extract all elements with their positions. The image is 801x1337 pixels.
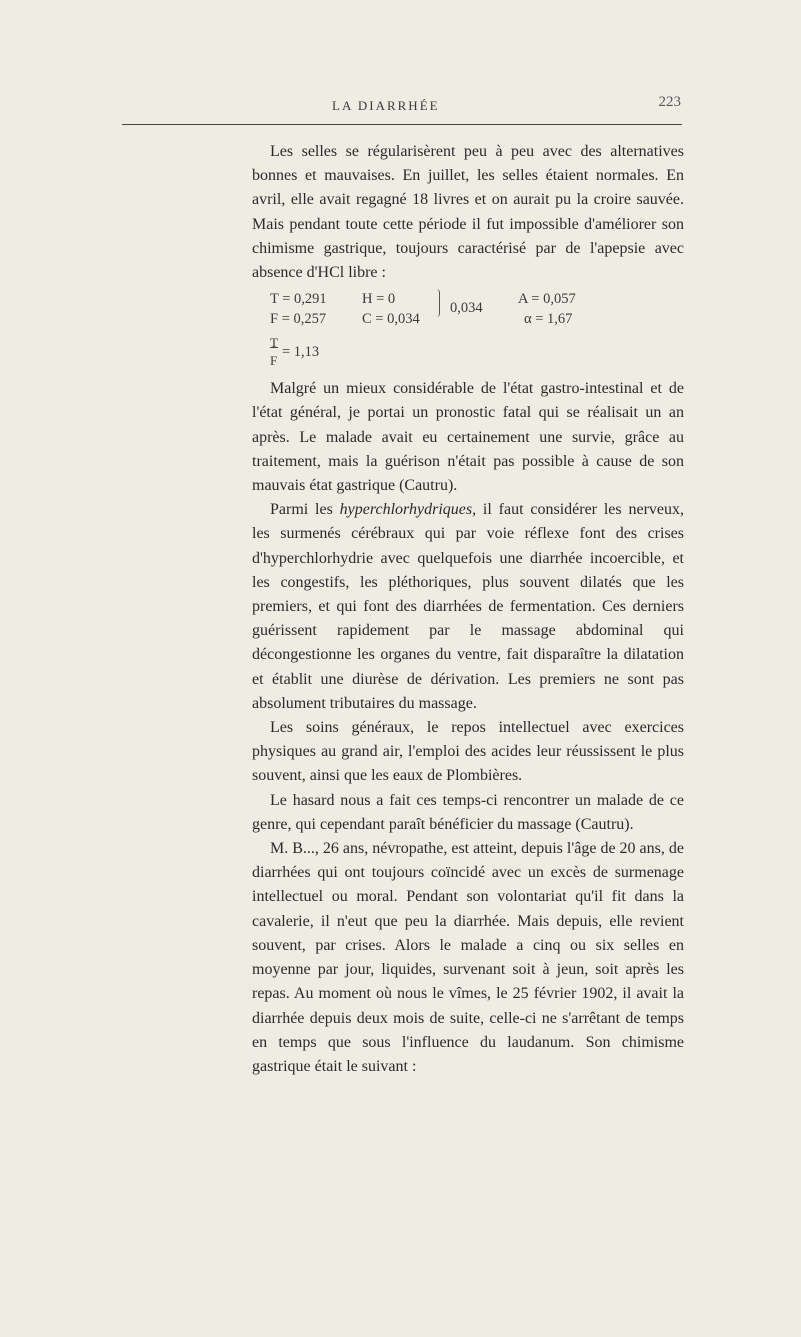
formula-a: A = 0,057: [518, 291, 576, 308]
paragraph-2: Malgré un mieux considérable de l'état gastro-intestinal et de l'état général, je portai un pronostic fatal qui se réalisait un an après. Le malade avait eu certainement une survie, grâce au traitement, mais la guérison n'était pas possible à cause de son mauvais état gastrique (Cautru).: [252, 380, 684, 495]
formula-h: H = 0: [362, 291, 396, 308]
paragraph-3: [252, 498, 684, 716]
formula-alpha: α = 1,67: [524, 311, 573, 328]
formula-brace: [433, 289, 440, 317]
running-title: LA DIARRHÉE: [332, 98, 440, 113]
formula-ratio-denominator: F: [270, 353, 278, 369]
chemistry-formula: [252, 285, 684, 377]
page-header: [248, 92, 681, 116]
paragraph-3-emphasis: hyperchlorhydriques,: [339, 501, 477, 519]
formula-fraction-bar: [270, 347, 278, 348]
paragraph-3-rest: il faut considérer les nerveux, les surmenés cérébraux qui par voie réflexe font des crises d'hyperchlorhydrie avec quelquefois une diarrhée incoercible, et les congestifs, les pléthoriques, plus souvent dilatés que les premiers, et qui font des diarrhées de fermentation. Ces derniers guérissent rapidement par le massage abdominal qui décongestionne les organes du ventre, fait disparaître la dilatation et établit une diurèse de dérivation. Les premiers ne sont pas absolument tributaires du massage.: [252, 501, 684, 712]
paragraph-3-start: Parmi les: [270, 501, 340, 519]
formula-ratio-value: = 1,13: [282, 344, 320, 361]
formula-f: F = 0,257: [270, 311, 327, 328]
formula-t: T = 0,291: [270, 291, 327, 308]
formula-ratio-numerator: T: [270, 335, 278, 351]
formula-c: C = 0,034: [362, 311, 420, 328]
page-number: 223: [658, 94, 681, 110]
paragraph-5: Le hasard nous a fait ces temps-ci rencontrer un malade de ce genre, qui cependant paraît bénéficier du massage (Cautru).: [252, 791, 684, 833]
paragraph-6: M. B..., 26 ans, névropathe, est atteint, depuis l'âge de 20 ans, de diarrhées qui ont toujours coïncidé avec un excès de surmenage intellectuel ou moral. Pendant son volontariat qu'il fit dans la cavalerie, il n'eut que peu la diarrhée. Mais depuis, elle revient souvent, par crises. Alors le malade a cinq ou six selles en moyenne par jour, liquides, survenant soit à jeun, soit après les repas. Au moment où nous le vîmes, le 25 février 1902, il avait la diarrhée depuis deux mois de suite, celle-ci ne s'arrêtant de temps en temps que sous l'influence du laudanum. Son chimisme gastrique était le suivant :: [252, 840, 684, 1075]
paragraph-1: Les selles se régularisèrent peu à peu avec des alternatives bonnes et mauvaises. En juillet, les selles étaient normales. En avril, elle avait regagné 18 livres et on aurait pu la croire sauvée. Mais pendant toute cette période il fut impossible d'améliorer son chimisme gastrique, toujours caractérisé par de l'apepsie avec absence d'HCl libre :: [252, 143, 684, 282]
header-rule: [122, 124, 682, 125]
body-text: [252, 140, 684, 1079]
paragraph-4: Les soins généraux, le repos intellectuel avec exercices physiques au grand air, l'emploi des acides leur réussissent le plus souvent, ainsi que les eaux de Plombières.: [252, 719, 684, 785]
formula-sum: 0,034: [450, 300, 483, 317]
